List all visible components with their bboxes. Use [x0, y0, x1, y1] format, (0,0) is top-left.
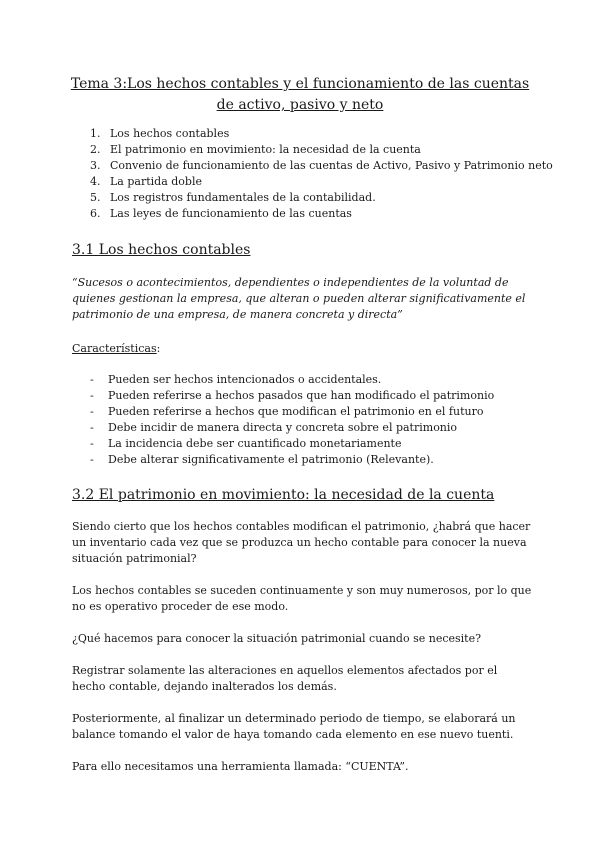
definition-quote: “Sucesos o acontecimientos, dependientes o independientes de la voluntad de quienes gestionan la empresa, que alteran o pueden alterar significativamente el patrimonio de una empresa, de manera concreta y directa” [72, 276, 526, 321]
paragraph: Para ello necesitamos una herramienta llamada: “CUENTA”. [72, 760, 409, 773]
list-item: - Debe incidir de manera directa y concreta sobre el patrimonio [90, 421, 458, 434]
features-list [90, 372, 494, 468]
list-item: - Pueden ser hechos intencionados o accidentales. [90, 373, 382, 386]
toc-item: 5. Los registros fundamentales de la contabilidad. [90, 191, 376, 204]
list-item: - Pueden referirse a hechos que modifican el patrimonio en el futuro [90, 405, 484, 418]
features-label: Características: [72, 342, 161, 355]
toc-item: 4. La partida doble [90, 175, 202, 188]
paragraph: Siendo cierto que los hechos contables modifican el patrimonio, ¿habrá que hacer un inventario cada vez que se produzca un hecho contable para conocer la nueva situación patrimonial? [72, 520, 531, 565]
toc-item: 6. Las leyes de funcionamiento de las cuentas [90, 207, 352, 220]
list-item: - Pueden referirse a hechos pasados que han modificado el patrimonio [90, 389, 495, 402]
section-1-heading: 3.1 Los hechos contables [72, 242, 251, 258]
section-2-heading: 3.2 El patrimonio en movimiento: la necesidad de la cuenta [72, 487, 495, 503]
toc-item: 1. Los hechos contables [90, 127, 230, 140]
document-title: Tema 3:Los hechos contables y el funcionamiento de las cuentas de activo, pasivo y neto [70, 76, 530, 113]
toc-item: 3. Convenio de funcionamiento de las cuentas de Activo, Pasivo y Patrimonio neto [90, 159, 553, 172]
list-item: - La incidencia debe ser cuantificado monetariamente [90, 437, 402, 450]
paragraph: Registrar solamente las alteraciones en aquellos elementos afectados por el hecho contable, dejando inalterados los demás. [72, 664, 498, 693]
paragraph: ¿Qué hacemos para conocer la situación patrimonial cuando se necesite? [72, 632, 482, 645]
toc-item: 2. El patrimonio en movimiento: la necesidad de la cuenta [90, 143, 421, 156]
list-item: - Debe alterar significativamente el patrimonio (Relevante). [90, 453, 434, 466]
paragraph: Posteriormente, al finalizar un determinado periodo de tiempo, se elaborará un balance tomando el valor de haya tomando cada elemento en ese nuevo tuenti. [72, 712, 516, 741]
table-of-contents [90, 126, 553, 222]
paragraph: Los hechos contables se suceden continuamente y son muy numerosos, por lo que no es operativo proceder de ese modo. [72, 584, 532, 613]
